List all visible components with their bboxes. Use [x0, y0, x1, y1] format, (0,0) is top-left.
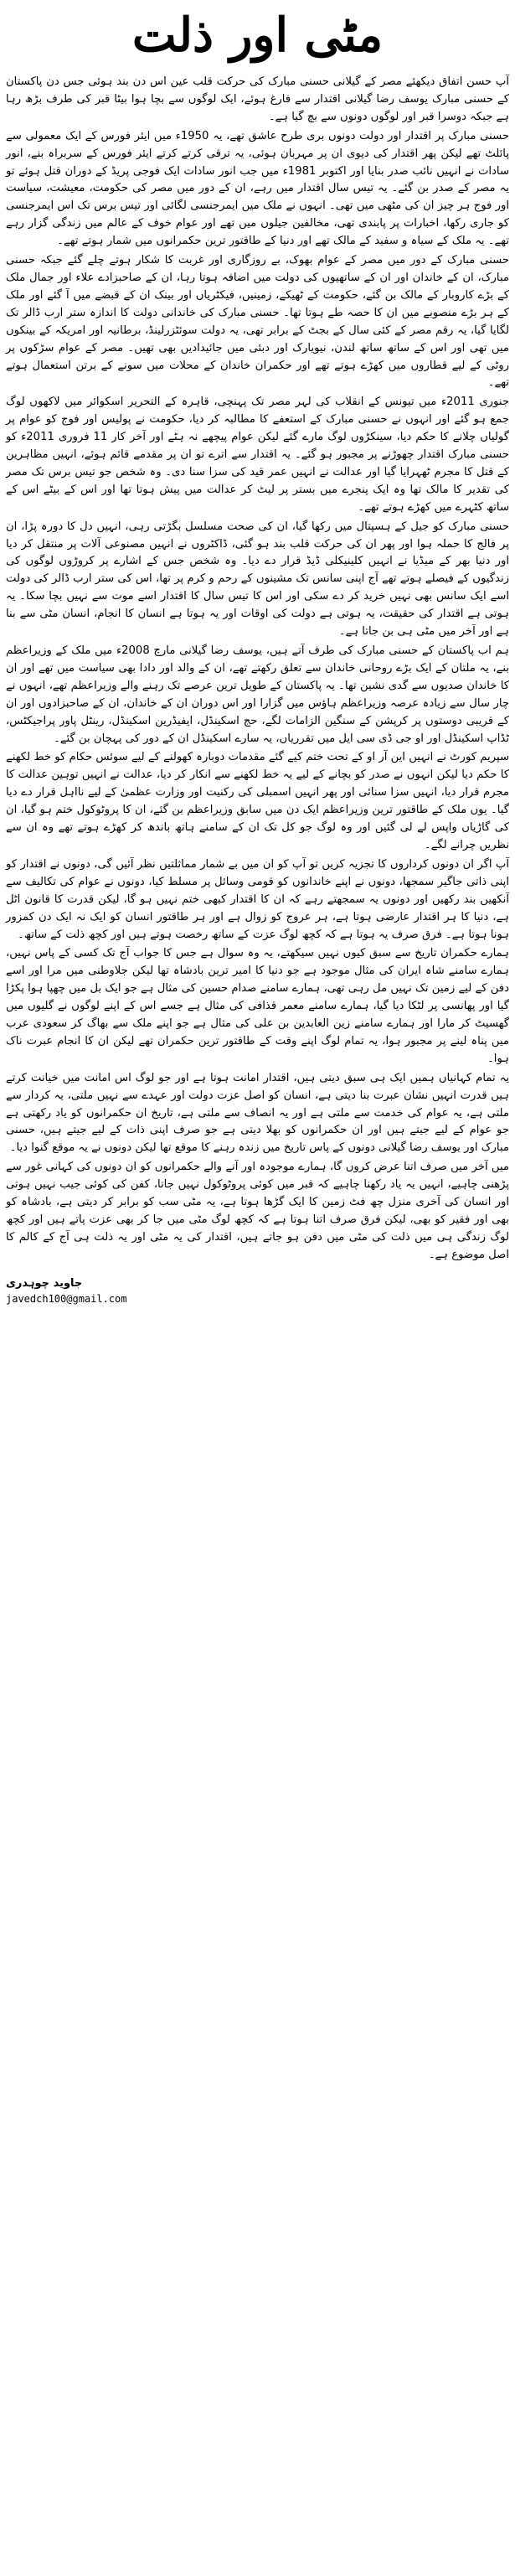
- paragraph: سپریم کورٹ نے انہیں این آر او کے تحت ختم کیے گئے مقدمات دوبارہ کھولنے کے لیے سوئس حکام کو خط لکھنے کا حکم دیا لیکن انہوں نے صدر کو بچانے کے لیے یہ خط لکھنے سے انکار کر دیا، عدالت نے انہیں توہین عدالت کا مجرم قرار دیا، انہیں سزا سنائی اور پھر انہیں اسمبلی کی رکنیت اور وزارت عظمیٰ کے لیے نااہل قرار دے دیا گیا۔ یوں ملک کے طاقتور ترین وزیراعظم ایک دن میں سابق وزیراعظم بن گئے، ان کا پروٹوکول ختم ہو گیا، ان کی گاڑیاں واپس لے لی گئیں اور وہ لوگ جو کل تک ان کے سامنے ہاتھ باندھ کر کھڑے ہوتے تھے وہ ان سے نظریں چرانے لگے۔: [6, 751, 509, 851]
- paragraph: حسنی مبارک کو جیل کے ہسپتال میں رکھا گیا، ان کی صحت مسلسل بگڑتی رہی، انہیں دل کا دورہ پڑا، ان پر فالج کا حملہ ہوا اور پھر ان کی حرکت قلب بند ہو گئی، ڈاکٹروں نے انہیں مصنوعی آلات پر منتقل کر دیا اور دنیا بھر کے میڈیا نے انہیں کلینیکلی ڈیڈ قرار دے دیا۔ وہ شخص جس کے اشارے پر کروڑوں لوگوں کی زندگیوں کے فیصلے ہوتے تھے آج اپنی سانس تک مشینوں کے رحم و کرم پر تھا، اس کی ستر ارب ڈالر کی دولت اسے ایک سانس بھی نہیں خرید کر دے سکی اور اس کا تیس سال کا اقتدار اسے موت سے نہیں بچا سکا۔ یہ ہوتی ہے اقتدار کی حقیقت، یہ ہوتی ہے دولت کی اوقات اور یہ ہوتا ہے انسان کا انجام، انسان مٹی سے بنا ہے اور آخر میں مٹی ہی بن جاتا ہے۔: [6, 520, 509, 639]
- paragraph: یہ تمام کہانیاں ہمیں ایک ہی سبق دیتی ہیں، اقتدار امانت ہوتا ہے اور جو لوگ اس امانت میں خیانت کرتے ہیں قدرت انہیں نشان عبرت بنا دیتی ہے، انسان کو اصل عزت دولت اور عہدے سے نہیں ملتی، یہ کردار سے ملتی ہے، یہ عوام کی خدمت سے ملتی ہے اور یہ انصاف سے ملتی ہے، تاریخ ان حکمرانوں کو یاد رکھتی ہے جو عوام کے لیے جیتے ہیں اور ان حکمرانوں کو بھلا دیتی ہے جو صرف اپنی ذات کے لیے جیتے ہیں، حسنی مبارک اور یوسف رضا گیلانی دونوں کے پاس تاریخ میں زندہ رہنے کا موقع تھا لیکن دونوں نے یہ موقع گنوا دیا۔: [6, 1071, 509, 1155]
- column-body: [6, 74, 509, 1265]
- paragraph: ہمارے حکمران تاریخ سے سبق کیوں نہیں سیکھتے، یہ وہ سوال ہے جس کا جواب آج تک کسی کے پاس نہیں، ہمارے سامنے شاہ ایران کی مثال موجود ہے جو دنیا کا امیر ترین بادشاہ تھا لیکن جلاوطنی میں مرا اور اسے دفن کے لیے زمین تک نہیں مل رہی تھی، ہمارے سامنے صدام حسین کی مثال ہے جو ایک بل میں چھپا ہوا پکڑا گیا اور پھانسی پر لٹکا دیا گیا، ہمارے سامنے معمر قذافی کی مثال ہے جسے اس کے اپنے لوگوں نے گلیوں میں گھسیٹ کر مارا اور ہمارے سامنے زین العابدین بن علی کی مثال ہے جو اپنے ملک سے بھاگ کر سعودی عرب میں پناہ لینے پر مجبور ہوا، یہ تمام لوگ اپنے وقت کے طاقتور ترین حکمران تھے لیکن ان کا انجام عبرت ناک ہوا۔: [6, 947, 509, 1065]
- paragraph: حسنی مبارک پر اقتدار اور دولت دونوں بری طرح عاشق تھے، یہ 1950ء میں ایئر فورس کے ایک معمولی سے پائلٹ تھے لیکن پھر اقتدار کی دیوی ان پر مہربان ہوئی، یہ ترقی کرتے کرتے ایئر فورس کے سربراہ بنے، انور سادات نے انہیں نائب صدر بنایا اور اکتوبر 1981ء میں جب انور سادات ایک فوجی پریڈ کے دوران قتل ہوئے تو یہ مصر کے صدر بن گئے۔ یہ تیس سال اقتدار میں رہے، ان کے دور میں مصر کی حکومت، معیشت، سیاست اور فوج ہر چیز ان کی مٹھی میں تھی۔ انہوں نے ملک میں ایمرجنسی لگائی اور تیس برس تک اس ایمرجنسی کو جاری رکھا، اخبارات پر پابندی تھی، مخالفین جیلوں میں تھے اور عوام خوف کے عالم میں زندگی گزار رہے تھے۔ یہ ملک کے سیاہ و سفید کے مالک تھے اور دنیا کے طاقتور ترین حکمرانوں میں شمار ہوتے تھے۔: [6, 129, 509, 248]
- author-signature: [6, 1276, 509, 1306]
- paragraph: جنوری 2011ء میں تیونس کے انقلاب کی لہر مصر تک پہنچی، قاہرہ کے التحریر اسکوائر میں لاکھوں لوگ جمع ہو گئے اور انہوں نے حسنی مبارک کے استعفے کا مطالبہ کر دیا، حکومت نے پولیس اور فوج کو عوام پر گولیاں چلانے کا حکم دیا، سینکڑوں لوگ مارے گئے لیکن عوام پیچھے نہ ہٹے اور آخر کار 11 فروری 2011ء کو حسنی مبارک اقتدار چھوڑنے پر مجبور ہو گئے۔ یہ اقتدار سے اترے تو ان پر مقدمے قائم ہوئے، انہیں مظاہرین کے قتل کا مجرم ٹھہرایا گیا اور عدالت نے انہیں عمر قید کی سزا سنا دی۔ وہ شخص جو تیس برس تک مصر کی تقدیر کا مالک تھا وہ ایک پنجرے میں بستر پر لیٹ کر عدالت میں پیش ہوتا تھا اور اس کے بیٹے اس کے ساتھ کٹہرے میں کھڑے ہوتے تھے۔: [6, 396, 509, 514]
- paragraph: آپ حسن اتفاق دیکھئے مصر کے گیلانی حسنی مبارک کی حرکت قلب عین اس دن بند ہوئی جس دن پاکستان کے حسنی مبارک یوسف رضا گیلانی اقتدار سے فارغ ہوئے، ایک لوگوں سے بچا ہوا بیٹا قبر کی طرف بڑھ رہا ہے جبکہ دوسرا قبر اور لوگوں دونوں سے بچ گیا ہے۔: [6, 75, 509, 123]
- author-email: javedch100@gmail.com: [6, 1292, 127, 1305]
- paragraph: میں آخر میں صرف اتنا عرض کروں گا، ہمارے موجودہ اور آنے والے حکمرانوں کو ان دونوں کی کہانی غور سے پڑھنی چاہیے، انہیں یہ یاد رکھنا چاہیے کہ قبر میں کوئی پروٹوکول نہیں جاتا، کفن کی کوئی جیب نہیں ہوتی اور انسان کی آخری منزل چھ فٹ زمین کا ایک گڑھا ہوتا ہے، یہ مٹی سب کو برابر کر دیتی ہے، بادشاہ کو بھی اور فقیر کو بھی، لیکن فرق صرف اتنا ہوتا ہے کہ کچھ لوگ مٹی میں جا کر بھی عزت پاتے ہیں اور کچھ لوگ زندگی ہی میں ذلت کی مٹی میں دفن ہو جاتے ہیں، اقتدار کی یہ مٹی اور یہ ذلت ہی آج کے کالم کا اصل موضوع ہے۔: [6, 1161, 509, 1261]
- author-name: جاوید چوہدری: [6, 1276, 83, 1290]
- paragraph: حسنی مبارک کے دور میں مصر کے عوام بھوک، بے روزگاری اور غربت کا شکار ہوتے چلے گئے جبکہ حسنی مبارک، ان کے خاندان اور ان کے ساتھیوں کی دولت میں اضافہ ہوتا رہا، ان کے صاحبزادے علاء اور جمال ملک کے بڑے کاروبار کے مالک بن گئے، حکومت کے ٹھیکے، زمینیں، فیکٹریاں اور بینک ان کے قبضے میں آ گئے اور ملک کے ہر بڑے منصوبے میں ان کا حصہ طے ہوتا تھا۔ حسنی مبارک کی خاندانی دولت کا اندازہ ستر ارب ڈالر تک لگایا گیا، یہ رقم مصر کے کئی سال کے بجٹ کے برابر تھی، یہ دولت سوئٹزرلینڈ، برطانیہ اور امریکہ کے بینکوں میں تھی اور اس کے ساتھ ساتھ لندن، نیویارک اور دبئی میں جائیدادیں بھی تھیں۔ مصر کے عوام سڑکوں پر روٹی کے لیے قطاروں میں کھڑے ہوتے تھے اور حکمران خاندان کے محلات میں سونے کے برتن استعمال ہوتے تھے۔: [6, 254, 509, 390]
- column-title: مٹی اور ذلت: [131, 8, 384, 63]
- paragraph: ہم اب پاکستان کے حسنی مبارک کی طرف آتے ہیں، یوسف رضا گیلانی مارچ 2008ء میں ملک کے وزیراعظم بنے، یہ ملتان کے ایک بڑے روحانی خاندان سے تعلق رکھتے تھے، ان کے والد اور دادا بھی سیاست میں تھے اور ان کا خاندان صدیوں سے گدی نشین تھا۔ یہ پاکستان کے طویل ترین عرصے تک رہنے والے وزیراعظم تھے، انہوں نے چار سال سے زیادہ عرصہ وزیراعظم ہاؤس میں گزارا اور اس دوران ان کے خاندان، ان کے صاحبزادوں اور ان کے قریبی دوستوں پر کرپشن کے سنگین الزامات لگے، حج اسکینڈل، ایفیڈرین اسکینڈل، رینٹل پاور پراجیکٹس، ٹڈاپ اسکینڈل اور او جی ڈی سی ایل میں تقرریاں، یہ سارے اسکینڈل ان کے دور کی پہچان بن گئے۔: [6, 644, 509, 745]
- paragraph: آپ اگر ان دونوں کرداروں کا تجزیہ کریں تو آپ کو ان میں بے شمار مماثلتیں نظر آئیں گی، دونوں نے اقتدار کو اپنی ذاتی جاگیر سمجھا، دونوں نے اپنے خاندانوں کو قومی وسائل پر مسلط کیا، دونوں نے عوام کی تکالیف سے آنکھیں بند رکھیں اور دونوں یہ سمجھتے رہے کہ ان کا اقتدار کبھی ختم نہیں ہو گا، لیکن قدرت کا قانون اٹل ہے، دنیا کا ہر اقتدار عارضی ہوتا ہے، ہر عروج کو زوال ہے اور ہر طاقتور انسان کو ایک نہ ایک دن کمزور ہونا ہوتا ہے۔ فرق صرف یہ ہوتا ہے کہ کچھ لوگ عزت کے ساتھ رخصت ہوتے ہیں اور کچھ ذلت کے ساتھ۔: [6, 857, 509, 941]
